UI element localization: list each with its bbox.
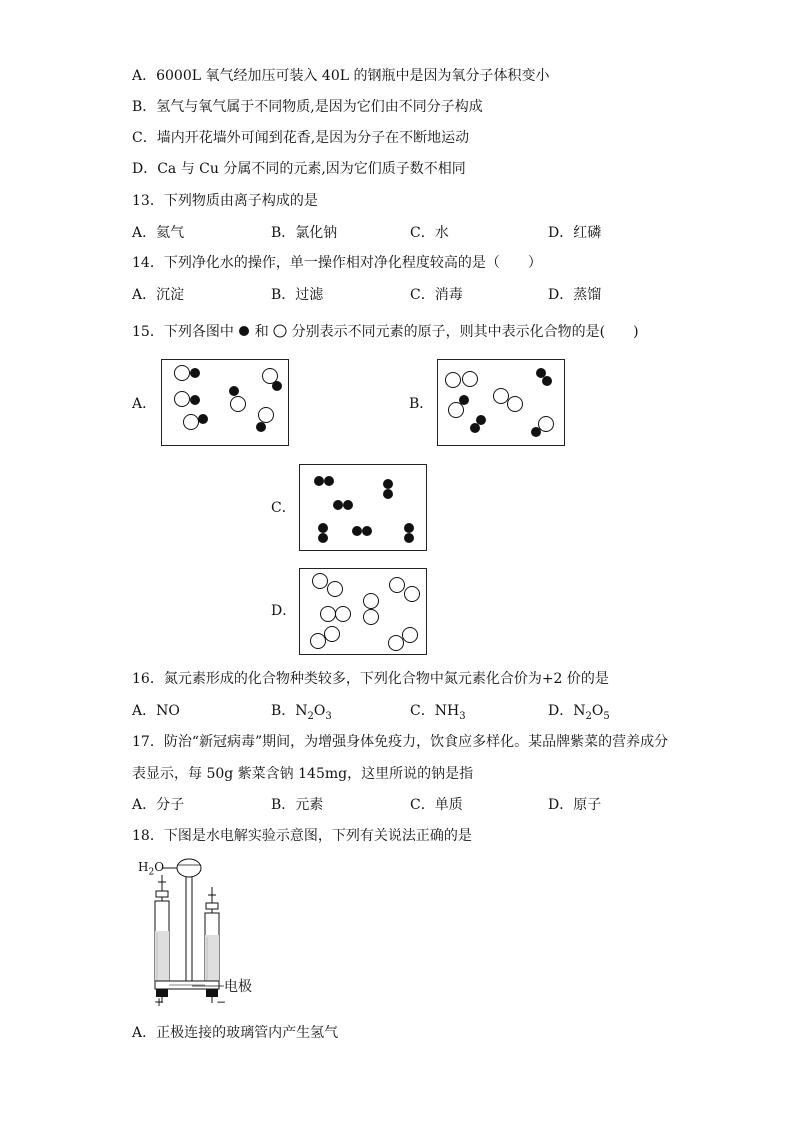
q16-stem: 16．氮元素形成的化合物种类较多，下列化合物中氮元素化合价为+2 价的是 [132, 671, 609, 687]
h2o-label-sub: 2 [148, 867, 155, 878]
q17-stem-line1: 17．防治“新冠病毒”期间，为增强身体免疫力，饮食应多样化。某品牌紫菜的营养成分 [132, 734, 669, 750]
q15-stem-pre: 15．下列各图中 [132, 324, 234, 340]
q15-stem-and: 和 [254, 324, 269, 340]
q18-option-a: A．正极连接的玻璃管内产生氢气 [132, 1025, 339, 1041]
h2o-label-h: H [138, 860, 149, 874]
q15-label-b: B． [409, 396, 434, 412]
plus-sign: + [154, 995, 165, 1009]
q16-option-b-prefix: B． [271, 703, 296, 719]
q15-label-c: C． [271, 500, 296, 516]
electrolysis-apparatus [140, 853, 230, 1008]
diagram-b [437, 359, 565, 446]
q16-option-b-mid: O [313, 703, 326, 719]
q16-option-b-sub2: 3 [325, 710, 332, 722]
diagram-d [299, 568, 427, 655]
q18-stem: 18．下图是水电解实验示意图，下列有关说法正确的是 [132, 828, 472, 844]
q17-option-a: A．分子 [132, 797, 185, 813]
q16-option-d-sub2: 5 [603, 710, 610, 722]
q12-option-d: D．Ca 与 Cu 分属不同的元素,因为它们质子数不相同 [132, 161, 466, 177]
q13-option-a: A．氦气 [132, 225, 185, 241]
electrode-label: 电极 [224, 979, 252, 995]
q17-stem-line2: 表显示，每 50g 紫菜含钠 145mg，这里所说的钠是指 [132, 766, 474, 782]
q12-option-b: B．氢气与氧气属于不同物质,是因为它们由不同分子构成 [132, 99, 483, 115]
diagram-c [299, 464, 427, 551]
q14-stem: 14．下列净化水的操作，单一操作相对净化程度较高的是（ ） [132, 255, 542, 271]
q13-stem: 13．下列物质由离子构成的是 [132, 193, 318, 209]
q16-option-d-prefix: D． [548, 703, 574, 719]
minus-sign: − [216, 995, 227, 1009]
q12-option-c: C．墙内开花墙外可闻到花香,是因为分子在不断地运动 [132, 130, 470, 146]
q14-option-c: C．消毒 [410, 287, 463, 303]
filled-atom-icon [238, 325, 250, 337]
q16-option-b-sub1: 2 [307, 710, 314, 722]
q15-label-d: D． [271, 603, 297, 619]
q15-stem-post: 分别表示不同元素的原子，则其中表示化合物的是( ) [291, 324, 639, 340]
diagram-a [161, 359, 289, 446]
hollow-atom-icon [273, 324, 287, 338]
q15-stem [132, 322, 639, 342]
q16-option-c-sub: 3 [459, 710, 466, 722]
q14-option-d: D．蒸馏 [548, 287, 602, 303]
q13-option-c: C．水 [410, 225, 449, 241]
q16-option-a-prefix: A． [132, 703, 157, 719]
q14-option-a: A．沉淀 [132, 287, 185, 303]
q16-option-c [410, 701, 466, 727]
q17-option-b: B．元素 [271, 797, 324, 813]
q16-option-c-formula: NH [434, 703, 460, 719]
q17-option-d: D．原子 [548, 797, 602, 813]
q16-option-b [271, 701, 332, 727]
q13-option-d: D．红磷 [548, 225, 602, 241]
q16-option-d [548, 701, 610, 727]
q13-option-b: B．氯化钠 [271, 225, 338, 241]
h2o-label-o: O [154, 860, 165, 874]
q16-option-c-prefix: C． [410, 703, 435, 719]
q12-option-a: A．6000L 氧气经加压可装入 40L 的钢瓶中是因为氧分子体积变小 [132, 68, 550, 84]
q14-option-b: B．过滤 [271, 287, 324, 303]
q16-option-d-formula: N [573, 703, 586, 719]
q16-option-b-formula: N [295, 703, 308, 719]
q17-option-c: C．单质 [410, 797, 463, 813]
q16-option-d-mid: O [591, 703, 604, 719]
q16-option-a [132, 701, 180, 721]
q16-option-d-sub1: 2 [585, 710, 592, 722]
q15-label-a: A． [132, 396, 157, 412]
q16-option-a-formula: NO [156, 703, 180, 719]
